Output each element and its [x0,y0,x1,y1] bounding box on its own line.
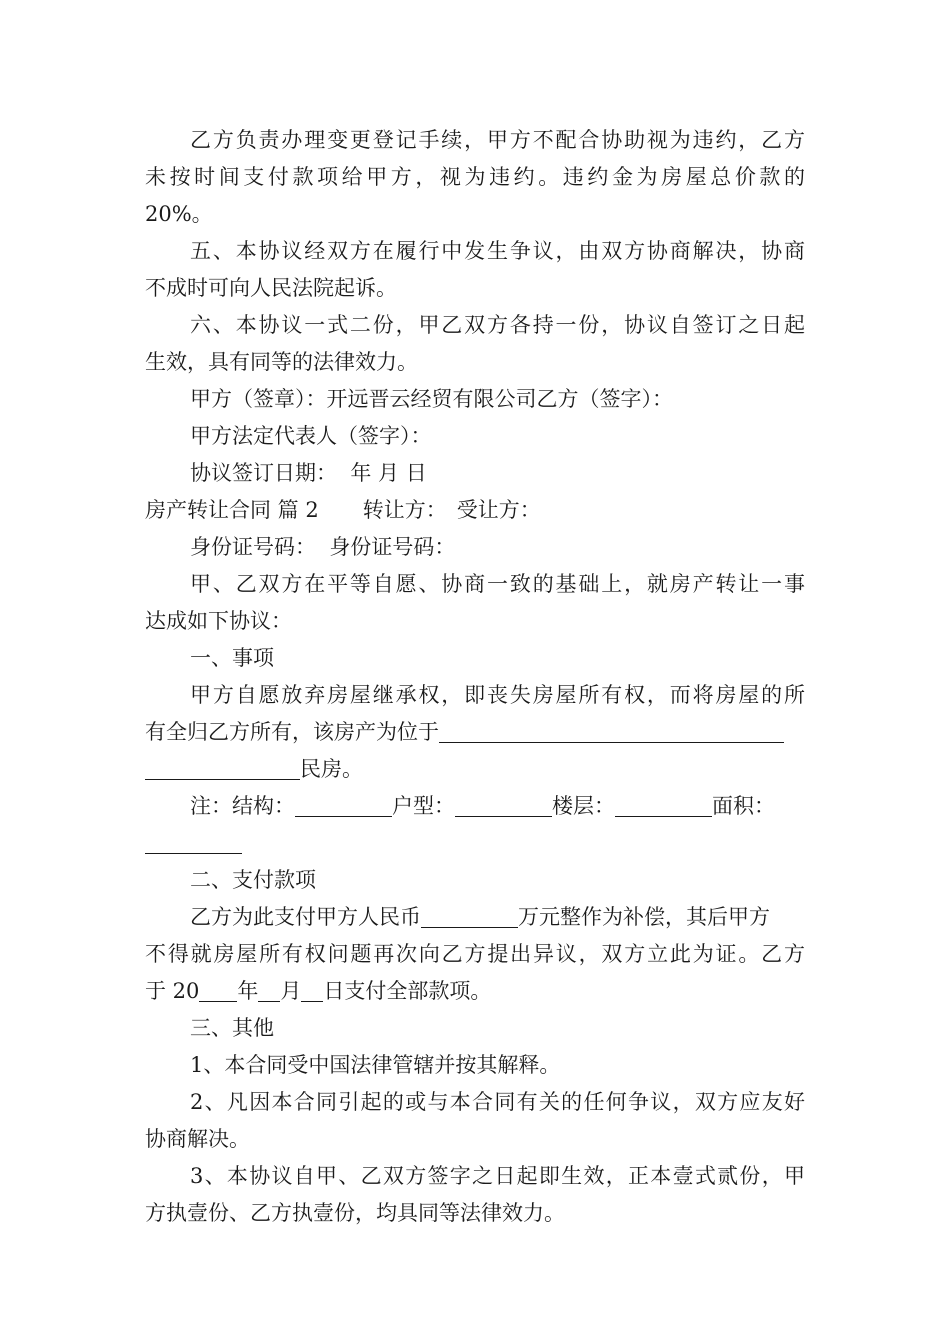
signature-legal-rep-line: 甲方法定代表人（签字）： [190,424,432,448]
section-heading-line [145,495,541,525]
paragraph-line [145,828,242,858]
signature-date-line: 协议签订日期： 年 月 日 [190,461,427,485]
item-title: 二、支付款项 [190,868,316,892]
floor-blank [615,794,712,817]
note-structure-label: 注：结构： [190,794,295,818]
payment-date-text: 于 20 [145,979,200,1003]
month-blank [258,979,280,1002]
paragraph-line: 六、本协议一式二份，甲乙双方各持一份，协议自签订之日起 [190,313,805,337]
location-blank-continued [145,757,300,780]
item1-house-type: 民房。 [300,757,363,781]
paragraph-line: 1、本合同受中国法律管辖并按其解释。 [190,1053,561,1077]
item-title: 一、事项 [190,646,274,670]
item-title: 三、其他 [190,1016,274,1040]
item1-location-label: 有全归乙方所有，该房产为位于 [145,720,439,744]
section-heading: 房产转让合同 篇 2 [145,498,319,522]
area-blank [145,831,242,854]
paragraph-line [190,902,770,932]
paragraph-line: 乙方负责办理变更登记手续，甲方不配合协助视为违约，乙方 [190,128,805,152]
paragraph-line: 不成时可向人民法院起诉。 [145,276,397,300]
paragraph-line: 达成如下协议： [145,609,292,633]
paragraph-line [145,717,784,747]
paragraph-line: 甲方自愿放弃房屋继承权，即丧失房屋所有权，而将房屋的所 [190,683,805,707]
payment-date-text: 月 [280,979,302,1003]
signature-party-a-line: 甲方（签章）：开远晋云经贸有限公司乙方（签字）： [190,387,673,411]
paragraph-line: 甲、乙双方在平等自愿、协商一致的基础上，就房产转让一事 [190,572,805,596]
paragraph-line: 五、本协议经双方在履行中发生争议，由双方协商解决，协商 [190,239,805,263]
paragraph-line: 方执壹份、乙方执壹份，均具同等法律效力。 [145,1201,565,1225]
type-blank [455,794,552,817]
location-blank [439,720,784,743]
day-blank [301,979,323,1002]
paragraph-line: 生效，具有同等的法律效力。 [145,350,418,374]
note-area-label: 面积： [712,794,775,818]
note-type-label: 户型： [392,794,455,818]
paragraph-line: 协商解决。 [145,1127,250,1151]
payment-date-text: 年 [237,979,259,1003]
note-floor-label: 楼层： [552,794,615,818]
paragraph-line: 未按时间支付款项给甲方，视为违约。违约金为房屋总价款的 [145,165,805,189]
id-number-line: 身份证号码： 身份证号码： [190,535,456,559]
paragraph-line: 2、凡因本合同引起的或与本合同有关的任何争议，双方应友好 [190,1090,805,1114]
paragraph-line: 20%。 [145,202,213,226]
paragraph-line: 不得就房屋所有权问题再次向乙方提出异议，双方立此为证。乙方 [145,942,805,966]
transferee-label: 受让方： [456,498,541,522]
paragraph-line: 3、本协议自甲、乙双方签字之日起即生效，正本壹式贰份，甲 [190,1164,805,1188]
amount-blank [421,905,518,928]
transferor-label: 转让方： [362,498,447,522]
paragraph-line [145,976,491,1006]
note-line [190,791,775,821]
paragraph-line [145,754,363,784]
payment-text: 乙方为此支付甲方人民币 [190,905,421,929]
structure-blank [295,794,392,817]
year-blank [199,979,237,1002]
payment-text: 万元整作为补偿，其后甲方 [518,905,770,929]
payment-date-text: 日支付全部款项。 [323,979,492,1003]
